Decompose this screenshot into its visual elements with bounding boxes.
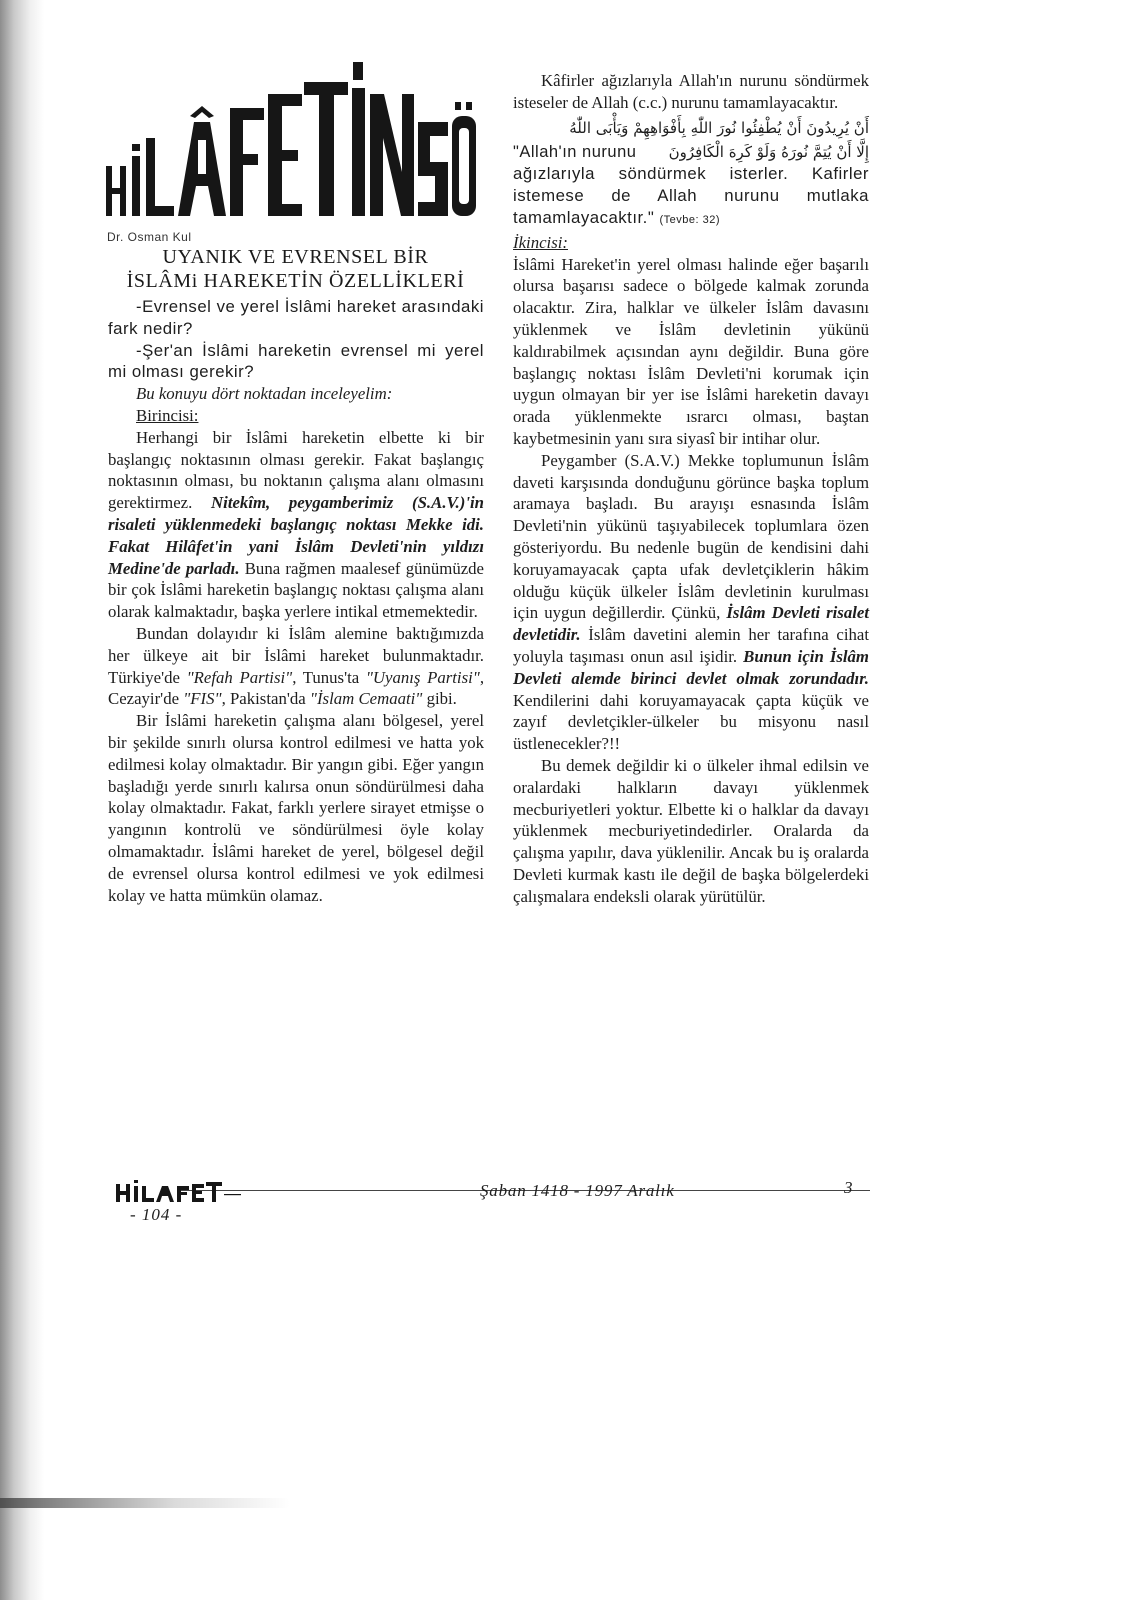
right-paragraph-0: Kâfirler ağızlarıyla Allah'ın nurunu söndürmek isteseler de Allah (c.c.) nurunu tamamlayacaktır. <box>513 71 869 112</box>
paragraph-2-text-a: Bundan dolayıdır ki İslâm alemine baktığımızda her ülkeye ait bir İslâmi hareket bulunmaktadır. Türkiye'de <box>108 623 484 687</box>
masthead-logo <box>106 62 476 220</box>
right-paragraph-3: Bu demek değildir ki o ülkeler ihmal edilsin ve oralardaki halkların davayı yüklenmek mecburiyetleri yoktur. Elbette ki o halklar da davayı yüklenmek mecburiyetindedirler. Oralarda da çalışma yapılır, dava yüklenilir. Ancak bu iş oralarda Devleti kurmak kastı ile değil de başka bölgelerdeki çalışmalara endeksli olarak yürütülür. <box>513 755 869 906</box>
islam-cemaati: "İslam Cemaati" <box>309 689 423 709</box>
masthead-logo-graphic <box>106 62 476 220</box>
paragraph-1-text: Herhangi bir İslâmi hareketin elbette ki bir başlangıç noktasının olması gerekir. Fakat başlangıç noktasının olması, bu noktanın çalışma alanı olmasını gerektirmez. <box>108 427 484 513</box>
translation-start: "Allah'ın nurunu <box>513 142 637 161</box>
paragraph-1-rest: Buna rağmen maalesef günümüzde bir çok İslâmi hareketin başlangıç noktası çalışma alanı olarak kalmaktadır, başka yerlere intikal etmemektedir. <box>108 558 485 622</box>
article-title <box>108 245 483 293</box>
footer-logo-graphic <box>116 1180 241 1204</box>
right-column <box>513 70 869 907</box>
verse-translation <box>513 163 869 231</box>
question-1: -Evrensel ve yerel İslâmi hareket arasındaki fark nedir? <box>108 297 484 338</box>
footer-issue-number: 3 <box>844 1178 853 1197</box>
footer-page-number: - 104 - <box>130 1205 183 1224</box>
author-name: Dr. Osman Kul <box>107 230 192 244</box>
paragraph-1-emphasis-1: Nitekîm, peygamberimiz (S.A.V.)'in risaleti yüklenmedeki başlangıç noktası Mekke idi. <box>108 493 484 534</box>
right-paragraph-2-emphasis-2: Bunun için İslâm Devleti alemde birinci devlet olmak zorundadır. <box>513 646 869 688</box>
scan-streak <box>0 1498 290 1508</box>
verse-citation: (Tevbe: 32) <box>659 213 720 226</box>
paragraph-3: Bir İslâmi hareketin çalışma alanı bölgesel, yerel bir şekilde sınırlı olursa kontrol edilmesi ve hatta yok edilmesi kolay olmaktadır. Bir yangın gibi. Eğer yangın başladığı yerde sınırlı kalırsa onun söndürülmesi daha kolay olmaktadır. Fakat, farklı yerlere sirayet etmişse o yangının kontrolü ve söndürülmesi öyle kolay olmamaktadır. İslâmi hareket de yerel, bölgesel değil de evrensel olursa kontrol edilmesi ve yok edilmesi kolay ve hatta mümkün olamaz. <box>108 711 484 905</box>
left-column <box>108 296 484 906</box>
refah-partisi: "Refah Partisi" <box>186 667 293 687</box>
paragraph-2-text-d: , Pakistan'da <box>221 689 306 709</box>
right-paragraph-1: İslâmi Hareket'in yerel olması halinde eğer başarılı olursa başarısı sadece o bölgede kalmak zorunda olacaktır. Zira, halklar ve ülkeler İslâm davasını yüklenmek ve İslâm devletinin yükünü kaldırabilmek açısından aynı değildir. Buna göre başlangıç noktası İslâm Devleti'ni korumak için uygun olmayan bir yer ise İslâmi hareketin davayı orada yüklenmekte ısrarcı olması, baştan kaybetmesinin yanı sıra siyasî bir intihar olur. <box>513 254 869 448</box>
footer-date: Şaban 1418 - 1997 Aralık <box>480 1181 675 1200</box>
right-paragraph-2-text-b: İslâm davetini alemin her tarafına cihat yoluyla taşıması onun asıl işidir. <box>513 625 869 666</box>
second-heading: İkincisi: <box>513 232 568 252</box>
paragraph-2-text-c: , Cezayir'de <box>108 667 485 709</box>
paragraph-1-emphasis-2: Fakat Hilâfet'in yani İslâm Devleti'nin yıldızı Medine'de parladı. <box>108 536 484 578</box>
scan-edge-shadow <box>0 0 44 1600</box>
right-paragraph-2-text-c: Kendilerini dahi koruyamayacak çapta küçük ve zayıf devletçikler-ülkeler bu misyonu nasıl üstlenecekler?!! <box>513 690 869 754</box>
arabic-verse-line-2: إِلَّا أَنْ يُتِمَّ نُورَهُ وَلَوْ كَرِهَ الْكَافِرُونَ <box>668 142 869 161</box>
right-paragraph-2-emphasis-1: İslâm Devleti risalet devletidir. <box>513 603 869 645</box>
paragraph-2-text-e: gibi. <box>426 689 457 709</box>
paragraph-2-text-b: , Tunus'ta <box>292 667 360 687</box>
footer-logo <box>116 1180 241 1204</box>
intro-line: Bu konuyu dört noktadan inceleyelim: <box>136 384 393 404</box>
first-heading: Birincisi: <box>136 405 199 425</box>
uyanis-partisi: "Uyanış Partisi" <box>365 667 480 687</box>
translation-rest: ağızlarıyla söndürmek isterler. Kafirler istemese de Allah nurunu mutlaka tamamlayacaktır." <box>513 164 869 227</box>
paragraph-2 <box>108 623 484 710</box>
title-line-1: UYANIK VE EVRENSEL BİR <box>162 246 429 268</box>
paragraph-1 <box>108 427 484 623</box>
arabic-verse-line-2-row <box>513 142 869 164</box>
arabic-verse-line-1: أَنْ يُرِيدُونَ أَنْ يُطْفِئُوا نُورَ اللّٰهِ بِأَفْوَاهِهِمْ وَيَأْبَى اللّٰهُ <box>569 118 869 137</box>
title-line-2: İSLÂMi HAREKETİN ÖZELLİKLERİ <box>126 270 465 292</box>
question-2: -Şer'an İslâmi hareketin evrensel mi yerel mi olması gerekir? <box>108 340 484 382</box>
fis: "FIS" <box>183 689 222 709</box>
right-paragraph-2 <box>513 450 869 755</box>
right-paragraph-2-text-a: Peygamber (S.A.V.) Mekke toplumunun İslâm daveti karşısında donduğunu görünce başka toplum aramaya başladı. Bu arayışı esnasında İslâm Devleti'nin yükünü taşıyabilecek toplumlara özen gösteriyordu. Bu nedenle bugün de kendisini dahi koruyamayacak çapta ufak devletçiklerin hâkim olduğu küçük ülkeler İslâm devletinin kurulması için uygun değillerdir. Çünkü, <box>513 450 869 623</box>
